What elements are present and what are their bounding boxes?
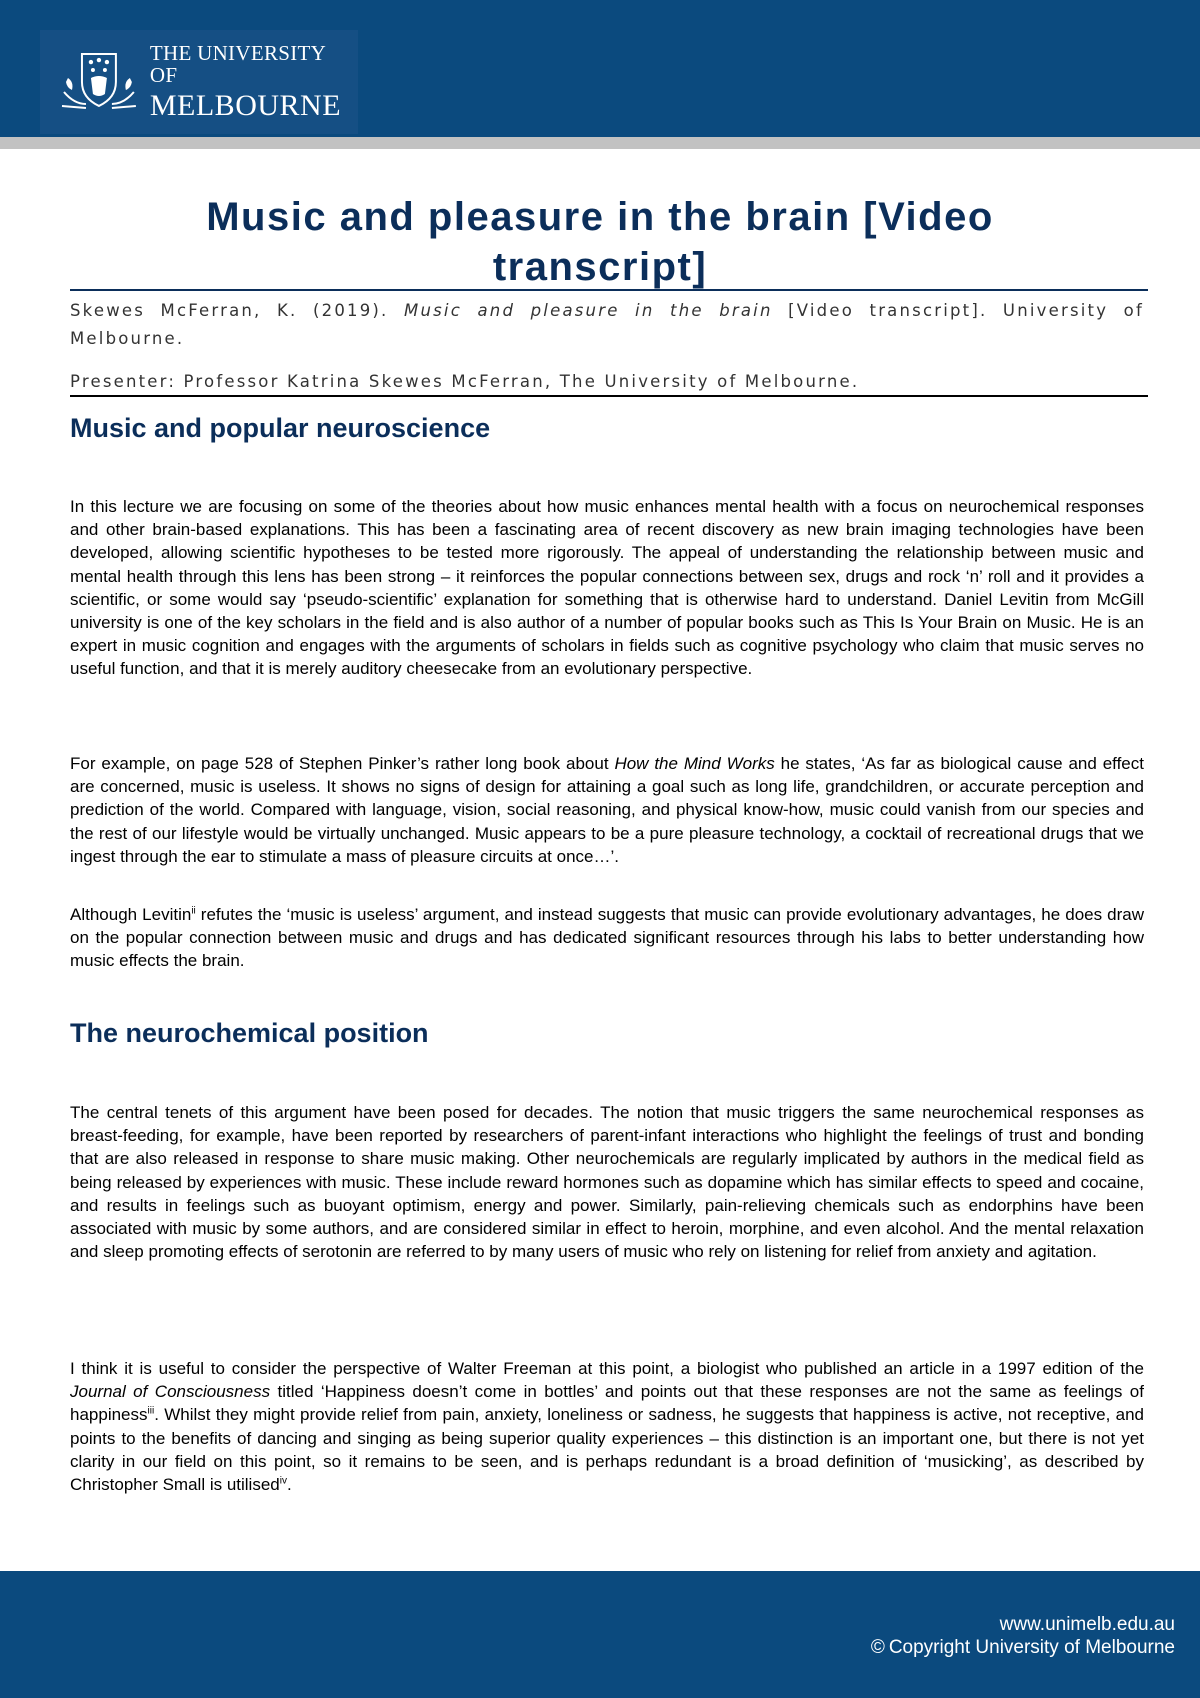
logo-line1: THE UNIVERSITY OF: [149, 41, 326, 88]
footnote-marker-ii[interactable]: ii: [191, 905, 196, 917]
section-heading-popular-neuroscience: Music and popular neuroscience: [70, 413, 491, 443]
copyright-text: Copyright University of Melbourne: [888, 1637, 1175, 1658]
paragraph-2: [70, 752, 1144, 868]
paragraph-2-intro: For example, on page 528 of Stephen Pinker’s rather long book about: [70, 754, 615, 773]
book-title: How the Mind Works: [614, 754, 775, 773]
citation: [70, 297, 1144, 353]
footer-copyright: [871, 1637, 1175, 1659]
copyright-icon: ©: [870, 1637, 885, 1658]
paragraph-3-start: Although Levitin: [70, 905, 192, 924]
paragraph-1: In this lecture we are focusing on some of the theories about how music enhances mental health with a focus on neurochemical responses and other brain-based explanations. This has been a fascinating area of recent discovery as new brain imaging technologies have been developed, allowing scientific hypotheses to be tested more rigorously. The appeal of understanding the relationship between music and mental health through this lens has been strong – it reinforces the popular connections between sex, drugs and rock ‘n’ roll and it provides a scientific, or some would say ‘pseudo-scientific’ explanation for something that is otherwise hard to understand. Daniel Levitin from McGill university is one of the key scholars in the field and is also author of a number of popular books such as This Is Your Brain on Music. He is an expert in music cognition and engages with the arguments of scholars in fields such as cognitive psychology who claim that music serves no useful function, and that it is merely auditory cheesecake from an evolutionary perspective.: [70, 497, 1144, 679]
paragraph-5-rest: . Whilst they might provide relief from pain, anxiety, loneliness or sadness, he suggests that happiness is active, not receptive, and points to the benefits of dancing and singing as being superior quality experiences – this distinction is an important one, but there is not yet clarity in our field on this point, so it remains to be seen, and is perhaps redundant is a broad definition of ‘musicking’, as described by Christopher Small is utilised: [70, 1405, 1144, 1495]
paragraph-4: The central tenets of this argument have been posed for decades. The notion that music triggers the same neurochemical responses as breast-feeding, for example, have been reported by researchers of parent-infant interactions who highlight the feelings of trust and bonding that are also released in response to share music making. Other neurochemicals are regularly implicated by authors in the medical field as being released by experiences with music. These include reward hormones such as dopamine which has similar effects to speed and cocaine, and results in feelings such as buoyant optimism, energy and power. Similarly, pain-relieving chemicals such as endorphins have been associated with music by some authors, and are considered similar in effect to heroin, morphine, and even alcohol. And the mental relaxation and sleep promoting effects of serotonin are referred to by many users of music who rely on listening for relief from anxiety and agitation.: [70, 1103, 1144, 1262]
paragraph-5-start: I think it is useful to consider the perspective of Walter Freeman at this point, a biologist who published an article in a 1997 edition of the: [70, 1359, 1144, 1378]
citation-work-title: Music and pleasure in the brain: [404, 301, 773, 320]
paragraph-5-end: .: [286, 1475, 292, 1495]
logo-text: [150, 42, 358, 122]
presenter-line: Presenter: Professor Katrina Skewes McFerran, The University of Melbourne.: [70, 372, 860, 391]
university-crest-icon: [58, 48, 140, 116]
university-logo[interactable]: [40, 30, 358, 134]
citation-rule: [70, 395, 1148, 397]
journal-title: Journal of Consciousness: [70, 1382, 271, 1402]
header-strip: [0, 137, 1200, 149]
document-title: Music and pleasure in the brain [Video transcript]: [206, 195, 994, 289]
section-heading-neurochemical-position: The neurochemical position: [70, 1018, 429, 1048]
paragraph-5-middle: titled ‘Happiness doesn’t come in bottles’ and points out that these responses are not the same as feelings of happiness: [70, 1382, 1144, 1425]
paragraph-3-rest: refutes the ‘music is useless’ argument, and instead suggests that music can provide evolutionary advantages, he does draw on the popular connection between music and drugs and has dedicated significant resources through his labs to better understanding how music effects the brain.: [70, 905, 1144, 971]
footer-website-link[interactable]: www.unimelb.edu.au: [999, 1614, 1175, 1635]
footnote-marker-iii[interactable]: iii: [147, 1405, 155, 1417]
footnote-marker-iv[interactable]: iv: [279, 1475, 287, 1487]
title-rule: [70, 289, 1148, 291]
citation-source: [Video transcript]. University of Melbourne.: [70, 301, 1144, 348]
paragraph-2-quote: he states, ‘As far as biological cause and effect are concerned, music is useless. It shows no signs of design for attaining a goal such as long life, grandchildren, or accurate perception and prediction of the world. Compared with language, vision, social reasoning, and physical know-how, music could vanish from our species and the rest of our lifestyle would be virtually unchanged. Music appears to be a pure pleasure technology, a cocktail of recreational drugs that we ingest through the ear to stimulate a mass of pleasure circuits at once…’.: [70, 754, 1144, 866]
paragraph-5: [70, 1357, 1144, 1496]
logo-line2: MELBOURNE: [149, 89, 342, 123]
citation-author-year: Skewes McFerran, K. (2019).: [70, 301, 405, 320]
paragraph-3: [70, 903, 1144, 973]
